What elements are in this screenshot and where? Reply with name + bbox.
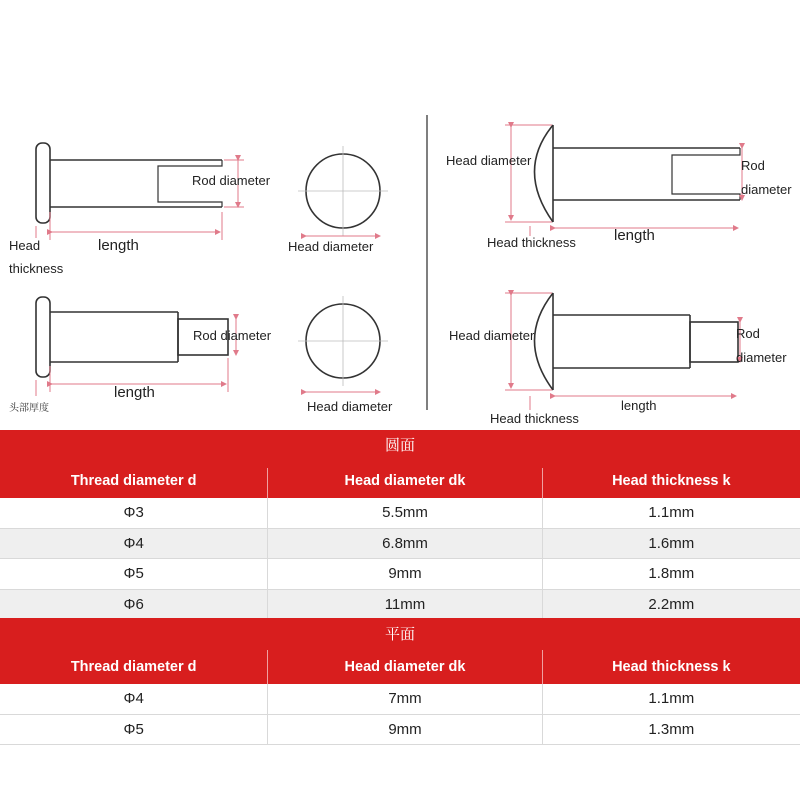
cell-head-thickness: 1.3mm (542, 715, 800, 745)
label-length-bl: length (114, 384, 155, 401)
cell-thread-diameter: Φ4 (123, 690, 144, 707)
label-head-diameter-tr: Head diameter (446, 153, 532, 168)
label-head-thickness-cn: 头部厚度 (9, 403, 49, 414)
header-thread-diameter: Thread diameter d (0, 650, 267, 684)
label-rod-split-bottom-tr: diameter (741, 182, 792, 197)
table-title-round-head: 圆面 (0, 430, 800, 468)
dim-lines-top-left (36, 160, 244, 240)
table-row (0, 590, 800, 621)
cell-head-diameter: 9mm (267, 715, 541, 745)
dim-lines-top-right (505, 125, 742, 236)
label-head-split-top: Head (9, 238, 41, 253)
header-head-diameter: Head diameter dk (267, 464, 541, 498)
label-rod-diameter-bl: Rod diameter (193, 328, 272, 343)
table-row (0, 498, 800, 529)
cell-head-thickness: 1.1mm (542, 498, 800, 528)
table-header-row (0, 650, 800, 684)
header-head-diameter: Head diameter dk (267, 650, 541, 684)
cell-head-thickness: 1.8mm (542, 559, 800, 589)
label-head-thickness-br: Head thickness (490, 411, 579, 426)
cell-thread-diameter: Φ4 (123, 534, 144, 552)
label-rod-split-bottom-br: diameter (736, 350, 787, 365)
label-rod-split-top-br: Rod (736, 326, 760, 341)
label-length-tr: length (614, 227, 655, 244)
spec-table-flat-head (0, 618, 800, 745)
header-thread-diameter: Thread diameter d (0, 464, 267, 498)
cell-head-diameter: 7mm (267, 684, 541, 714)
cell-head-diameter: 11mm (267, 590, 541, 620)
spec-table-round-head (0, 430, 800, 620)
round-rivet-stepped-side-view (535, 293, 739, 390)
head-end-view-circle-top (298, 146, 388, 236)
label-length-tl: length (98, 237, 139, 254)
cell-head-diameter: 5.5mm (267, 498, 541, 528)
dim-lines-bottom-right (505, 293, 740, 410)
label-head-thickness-tr: Head thickness (487, 235, 576, 250)
cell-thread-diameter: Φ5 (123, 565, 144, 582)
cell-head-thickness: 2.2mm (542, 590, 800, 620)
round-rivet-split-side-view (535, 125, 741, 222)
header-head-thickness: Head thickness k (542, 650, 800, 684)
table-row (0, 715, 800, 746)
table-header-row (0, 464, 800, 498)
cell-thread-diameter: Φ6 (123, 595, 144, 613)
cell-head-diameter: 9mm (267, 559, 541, 589)
label-rod-diameter-tl: Rod diameter (192, 173, 271, 188)
cell-head-thickness: 1.6mm (542, 529, 800, 559)
label-head-diameter-circle-bottom: Head diameter (307, 399, 393, 414)
label-length-br: length (621, 398, 657, 413)
table-row (0, 684, 800, 715)
label-head-diameter-circle-top: Head diameter (288, 239, 374, 254)
table-title-flat-head: 平面 (0, 618, 800, 650)
label-head-diameter-br: Head diameter (449, 328, 535, 343)
label-head-split-bottom: thickness (9, 261, 64, 276)
header-head-thickness: Head thickness k (542, 464, 800, 498)
cell-thread-diameter: Φ3 (123, 504, 144, 521)
head-end-view-circle-bottom (298, 296, 388, 392)
cell-thread-diameter: Φ5 (123, 720, 144, 738)
table-row (0, 529, 800, 560)
cell-head-thickness: 1.1mm (542, 684, 800, 714)
table-row (0, 559, 800, 590)
label-rod-split-top-tr: Rod (741, 158, 765, 173)
cell-head-diameter: 6.8mm (267, 529, 541, 559)
